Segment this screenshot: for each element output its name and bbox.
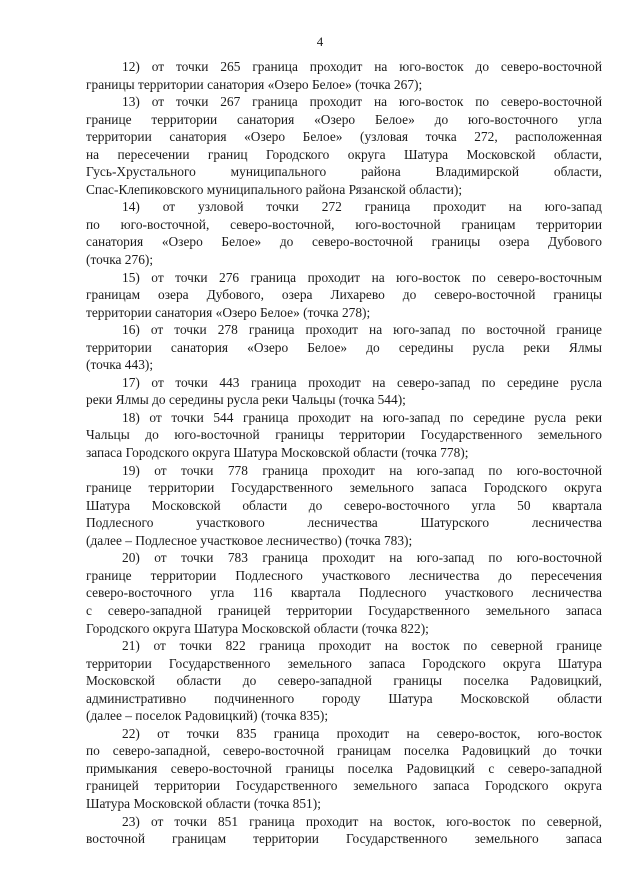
text-line: территории санатория «Озеро Белое» (узловая точка 272, расположенная [86, 129, 602, 145]
text-line: Московской области до северо-западной границы поселка Радовицкий, [86, 673, 602, 689]
text-line: на пересечении границ Городского округа Шатура Московской области, [86, 146, 602, 162]
paragraph [86, 725, 602, 813]
text-line: границе территории санатория «Озеро Белое» до юго-восточного угла [86, 111, 602, 127]
paragraph [86, 409, 602, 462]
text-line: границе территории Государственного земельного запаса Городского округа [86, 480, 602, 496]
paragraph [86, 549, 602, 637]
text-line: Шатура Московской области (точка 851); [86, 795, 321, 811]
text-line: 12) от точки 265 граница проходит на юго-восток до северо-восточной [122, 59, 602, 74]
text-line: границам озера Дубового, озера Лихарево до северо-восточной границы [86, 287, 602, 303]
text-line: 21) от точки 822 граница проходит на восток по северной границе [122, 638, 602, 654]
text-line: по юго-восточной, северо-восточной, юго-восточной границам территории [86, 216, 602, 232]
text-line: примыкания северо-восточной границы поселка Радовицкий с северо-западной [86, 760, 602, 776]
paragraph [86, 93, 602, 198]
paragraph [86, 813, 602, 848]
text-line: границе территории Подлесного участкового лесничества до пересечения [86, 567, 602, 583]
text-line: Спас-Клепиковского муниципального района Рязанской области); [86, 181, 463, 197]
paragraph [86, 198, 602, 268]
text-line: Городского округа Шатура Московской области (точка 822); [86, 620, 429, 636]
text-line: границей территории Государственного земельного запаса Городского округа [86, 778, 602, 794]
text-line: санатория «Озеро Белое» до северо-восточной границы озера Дубового [86, 234, 602, 250]
text-line: северо-восточного угла 116 квартала Подлесного участкового лесничества [86, 585, 602, 601]
text-line: 16) от точки 278 граница проходит на юго-запад по восточной границе [122, 322, 602, 338]
text-line: территории санатория «Озеро Белое» до середины русла реки Ялмы [86, 339, 602, 355]
text-line: 15) от точки 276 граница проходит на юго-восток по северо-восточным [122, 269, 602, 285]
text-line: 17) от точки 443 граница проходит на северо-запад по середине русла [122, 374, 602, 390]
paragraph [86, 58, 602, 93]
text-line: (далее – поселок Радовицкий) (точка 835); [86, 708, 329, 724]
text-line: 19) от точки 778 граница проходит на юго-запад по юго-восточной [122, 462, 602, 478]
text-line: 23) от точки 851 граница проходит на восток, юго-восток по северной, [122, 813, 602, 829]
text-line: территории санатория «Озеро Белое» (точка 278); [86, 304, 371, 320]
text-line: (точка 443); [86, 357, 154, 373]
text-line: 14) от узловой точки 272 граница проходит на юго-запад [122, 199, 602, 215]
document-body [86, 58, 602, 848]
page-number: 4 [316, 34, 324, 49]
text-line: (точка 276); [86, 252, 154, 268]
text-line: реки Ялмы до середины русла реки Чальцы (точка 544); [86, 392, 406, 408]
text-line: административно подчиненного городу Шатура Московской области [86, 690, 602, 706]
text-line: Шатура Московской области до северо-восточного угла 50 квартала [86, 497, 602, 513]
text-line: 13) от точки 267 граница проходит на юго-восток по северо-восточной [122, 94, 602, 110]
paragraph [86, 269, 602, 322]
text-line: границы территории санатория «Озеро Белое» (точка 267); [86, 76, 423, 92]
text-line: 18) от точки 544 граница проходит на юго-запад по середине русла реки [122, 409, 602, 425]
text-line: (далее – Подлесное участковое лесничество) (точка 783); [86, 532, 413, 548]
text-line: по северо-западной, северо-восточной границам поселка Радовицкий до точки [86, 743, 602, 759]
paragraph [86, 462, 602, 550]
text-line: восточной границам территории Государственного земельного запаса [86, 831, 602, 847]
text-line: Чальцы до юго-восточной границы территории Государственного земельного [86, 427, 602, 443]
text-line: Подлесного участкового лесничества Шатурского лесничества [86, 515, 602, 531]
text-line: запаса Городского округа Шатура Московской области (точка 778); [86, 445, 469, 461]
text-line: Гусь-Хрустального муниципального района Владимирской области, [86, 164, 602, 180]
text-line: 22) от точки 835 граница проходит на северо-восток, юго-восток [122, 725, 602, 741]
text-line: территории Государственного земельного запаса Городского округа Шатура [86, 655, 602, 671]
text-line: с северо-западной границей территории Государственного земельного запаса [86, 602, 602, 618]
paragraph [86, 637, 602, 725]
paragraph [86, 374, 602, 409]
paragraph [86, 321, 602, 374]
text-line: 20) от точки 783 граница проходит на юго-запад по юго-восточной [122, 550, 602, 566]
